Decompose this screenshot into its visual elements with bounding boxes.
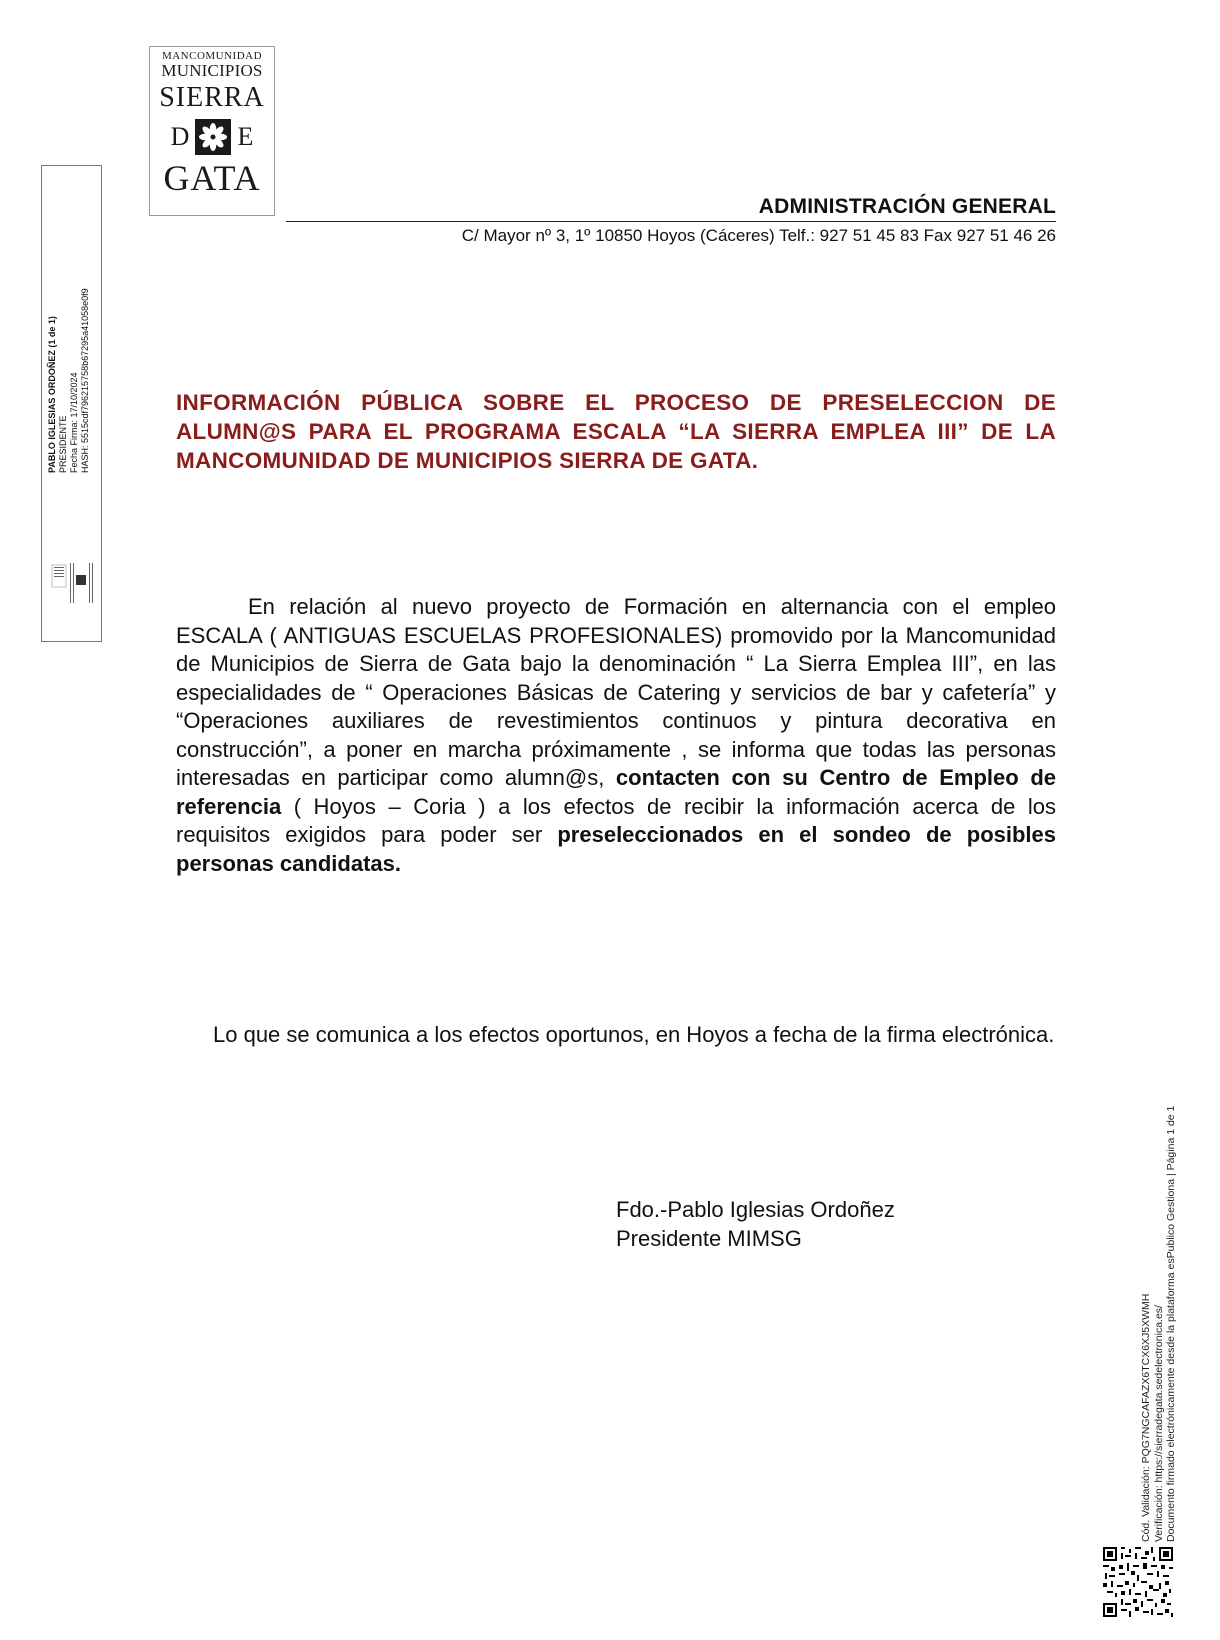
logo-letter-e: E bbox=[237, 122, 254, 151]
signature-stamp bbox=[41, 165, 102, 642]
logo-line-gata: GATA bbox=[163, 158, 261, 198]
flower-emblem-icon bbox=[195, 119, 231, 155]
logo-line-sierra: SIERRA bbox=[159, 82, 265, 113]
qr-code-icon bbox=[1103, 1547, 1173, 1617]
stamp-date: Fecha Firma: 17/10/2024 bbox=[69, 372, 79, 473]
stamp-text-block bbox=[47, 263, 91, 473]
signature-name: Fdo.-Pablo Iglesias Ordoñez bbox=[616, 1197, 895, 1222]
logo-line-municipios: MUNICIPIOS bbox=[161, 61, 263, 80]
header-divider bbox=[286, 221, 1056, 222]
document-title: INFORMACIÓN PÚBLICA SOBRE EL PROCESO DE PRESELECCION DE ALUMN@S PARA EL PROGRAMA ESCALA “LA SIERRA EMPLEA III” DE LA MANCOMUNIDAD DE MUNICIPIOS SIERRA DE GATA. bbox=[176, 390, 1056, 473]
body-text-part1: En relación al nuevo proyecto de Formación en alternancia con el empleo ESCALA ( ANTIGUAS ESCUELAS PROFESIONALES) promovido por la Mancomunidad de Municipios de Sierra de Gata bajo la denominación “ La Sierra Emplea III”, en las especialidades de “ Operaciones Básicas de Catering y servicios de bar y cafetería” y “Operaciones auxiliares de revestimientos continuos y pintura decorativa en construcción”, a poner en marcha próximamente , se informa que todas las personas interesadas en participar como alumn@s, bbox=[176, 594, 1056, 790]
stamp-logo-icon bbox=[48, 561, 98, 611]
body-bold-centro-empleo: contacten con su Centro de Empleo de referencia bbox=[176, 765, 1056, 819]
validation-code: Cód. Validación: PQG7NGCAFAZX6TCX6XJ5XWMH bbox=[1140, 1293, 1152, 1542]
department-heading: ADMINISTRACIÓN GENERAL bbox=[758, 195, 1056, 218]
body-bold-preseleccionados: preseleccionados en el sondeo de posibles personas candidatas. bbox=[176, 822, 1057, 876]
closing-statement: Lo que se comunica a los efectos oportunos, en Hoyos a fecha de la firma electrónica. bbox=[213, 1022, 1055, 1047]
logo-line-mancomunidad: MANCOMUNIDAD bbox=[161, 50, 263, 62]
body-paragraph bbox=[176, 593, 1056, 878]
body-text-part2: ( Hoyos – Coria ) a los efectos de recibir la información acerca de los requisitos exigidos para poder ser bbox=[176, 793, 1056, 847]
signature-block bbox=[616, 1195, 895, 1253]
stamp-signer: PABLO IGLESIAS ORDOÑEZ (1 de 1) bbox=[47, 316, 57, 473]
verification-url[interactable]: Verificación: https://sierradegata.sedelectronica.es/ bbox=[1152, 1305, 1165, 1542]
stamp-role: PRESIDENTE bbox=[58, 415, 68, 473]
stamp-hash: HASH: 5515cdf796215758b67295a41058e0f9 bbox=[80, 288, 90, 473]
validation-footer bbox=[1140, 1022, 1178, 1542]
electronic-signature-note: Documento firmado electrónicamente desde la plataforma esPublico Gestiona | Página 1 de 1 bbox=[1165, 1105, 1177, 1542]
logo-emblem-row bbox=[150, 115, 274, 159]
logo-letter-d: D bbox=[170, 122, 190, 151]
signature-role: Presidente MIMSG bbox=[616, 1226, 802, 1251]
institution-logo bbox=[149, 46, 275, 216]
contact-address: C/ Mayor nº 3, 1º 10850 Hoyos (Cáceres) Telf.: 927 51 45 83 Fax 927 51 46 26 bbox=[461, 226, 1056, 245]
